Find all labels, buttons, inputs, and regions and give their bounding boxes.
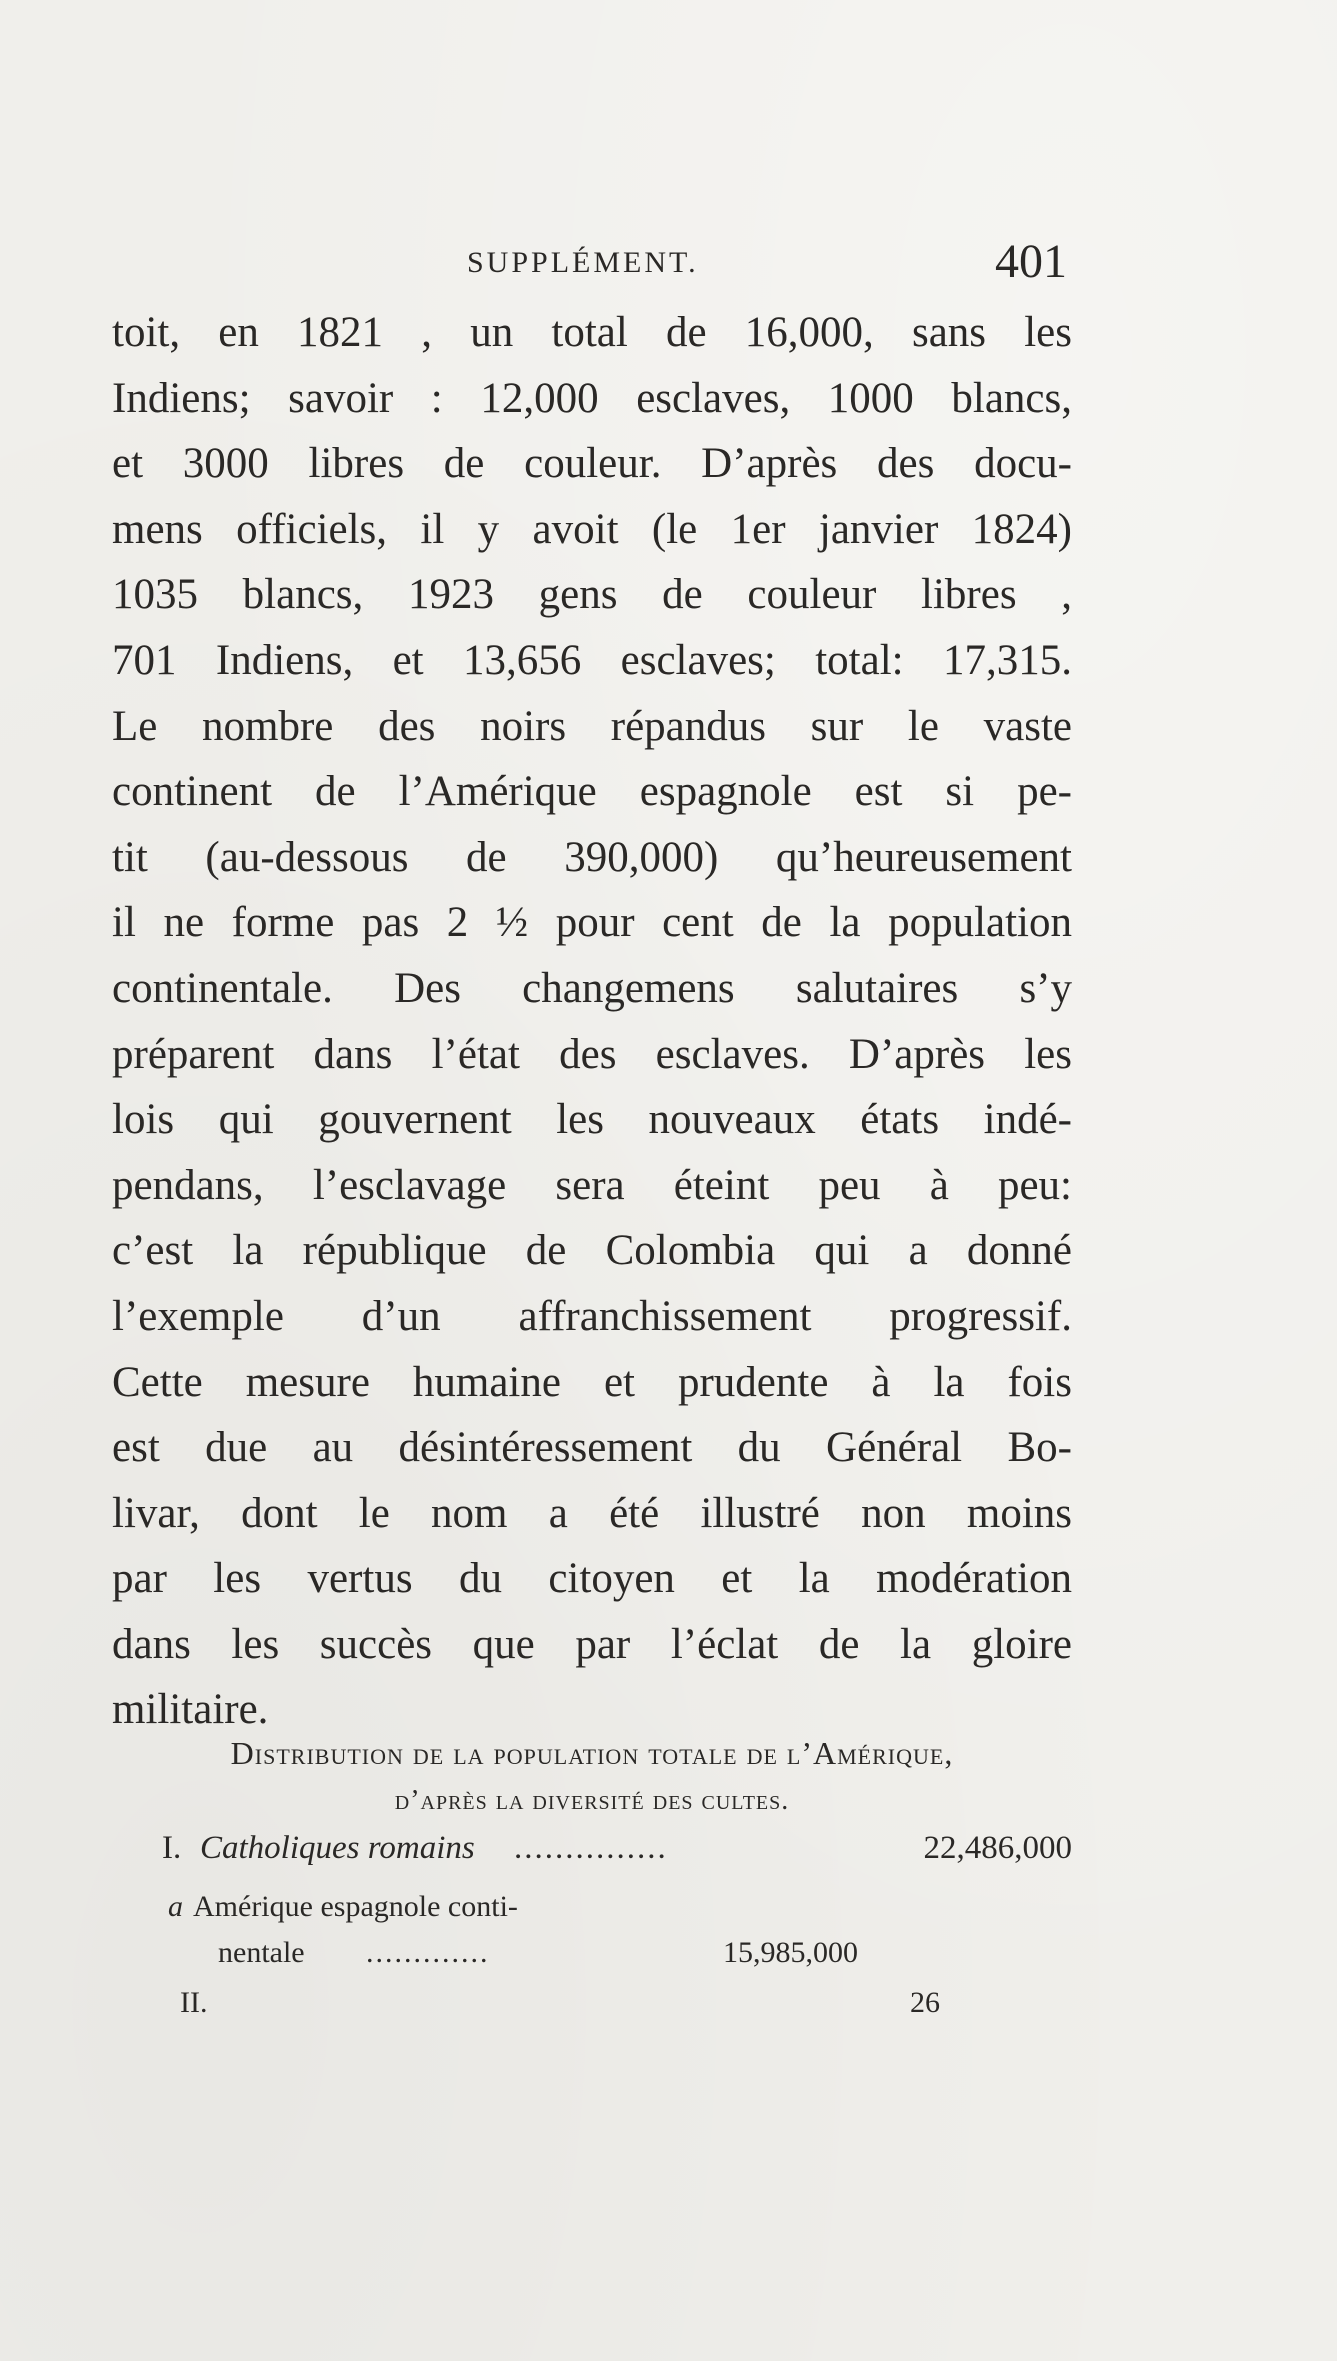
leader-dots: ............. [366,1936,490,1969]
text-line: tit (au-dessous de 390,000) qu’heureusement [112,833,1072,881]
text-line: Cette mesure humaine et prudente à la fois [112,1358,1072,1406]
text-line: militaire. [112,1686,269,1734]
table-subrow [218,1936,858,1980]
running-head: SUPPLÉMENT. [467,246,699,279]
subrow-value: 15,985,000 [723,1936,858,1969]
subrow-label-line1: Amérique espagnole conti- [193,1890,518,1923]
distribution-title-line2: d’après la diversité des cultes. [394,1785,790,1816]
text-line: c’est la république de Colombia qui a donné [112,1227,1072,1275]
row-value: 22,486,000 [923,1830,1072,1866]
text-line: continentale. Des changemens salutaires s’y [112,964,1072,1012]
text-line: par les vertus du citoyen et la modération [112,1555,1072,1603]
body-paragraph [112,300,1072,1743]
signature-mark: II. [180,1986,208,2019]
text-line: mens officiels, il y avoit (le 1er janvier 1824) [112,505,1072,553]
row-label: Catholiques romains [200,1830,475,1866]
subrow-label-line2: nentale [218,1936,305,1969]
table-subrow-label [168,1890,518,1924]
page-footer [180,1986,940,2036]
page-header [112,235,1067,298]
text-line: il ne forme pas 2 ½ pour cent de la population [112,899,1072,947]
text-line: l’exemple d’un affranchissement progressif. [112,1292,1072,1340]
text-line: et 3000 libres de couleur. D’après des docu- [112,440,1072,488]
table-row [162,1830,1072,1880]
text-line: est due au désintéressement du Général Bo- [112,1424,1072,1472]
sheet-number: 26 [910,1986,940,2019]
text-line: lois qui gouvernent les nouveaux états indé- [112,1096,1072,1144]
text-line: préparent dans l’état des esclaves. D’après les [112,1030,1072,1078]
text-line: 701 Indiens, et 13,656 esclaves; total: 17,315. [112,636,1072,684]
row-number: I. [162,1830,182,1866]
distribution-title-line1: Distribution de la population totale de l’Amérique, [230,1735,954,1771]
leader-dots: ............... [514,1830,668,1866]
text-line: toit, en 1821 , un total de 16,000, sans les [112,309,1072,356]
text-line: continent de l’Amérique espagnole est si pe- [112,768,1072,816]
text-line: 1035 blancs, 1923 gens de couleur libres , [112,571,1072,619]
text-line: pendans, l’esclavage sera éteint peu à peu: [112,1161,1072,1209]
text-line: Le nombre des noirs répandus sur le vaste [112,702,1072,750]
page-number: 401 [995,235,1067,288]
subrow-letter: a [168,1890,183,1923]
text-line: livar, dont le nom a été illustré non moins [112,1489,1072,1537]
text-line: dans les succès que par l’éclat de la gloire [112,1620,1072,1668]
distribution-heading [112,1728,1072,1824]
text-line: Indiens; savoir : 12,000 esclaves, 1000 blancs, [112,374,1072,422]
